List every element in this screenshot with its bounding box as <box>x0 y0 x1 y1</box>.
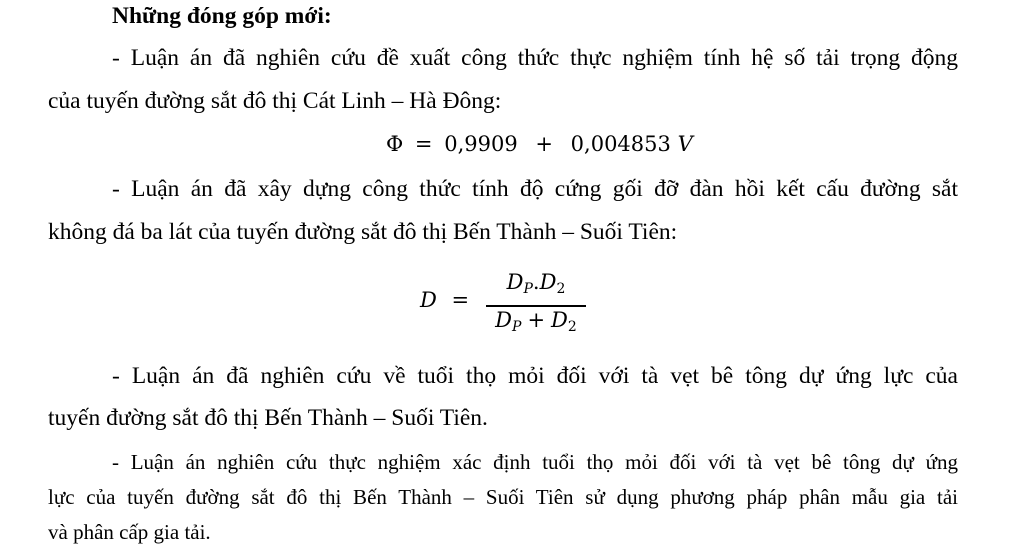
paragraph-4-line-1: - Luận án nghiên cứu thực nghiệm xác định tuổi thọ mỏi đối với tà vẹt bê tông dự ứng <box>112 450 958 474</box>
paragraph-2-line-2: không đá ba lát của tuyến đường sắt đô thị Bến Thành – Suối Tiên: <box>48 219 678 245</box>
paragraph-4-line-2: lực của tuyến đường sắt đô thị Bến Thành – Suối Tiên sử dụng phương pháp phân mẫu gia tải <box>48 485 958 509</box>
equation-phi-constant: 0,9909 <box>444 132 518 156</box>
denominator-plus: + <box>527 308 546 332</box>
equation-phi-coefficient: 0,004853 <box>570 132 671 156</box>
equation-d-lhs: D <box>420 288 437 312</box>
numerator-d-p: D <box>506 270 524 294</box>
equation-phi-equals: = <box>414 132 433 156</box>
equation-phi-variable: V <box>677 132 693 156</box>
paragraph-2-line-1: - Luận án đã xây dựng công thức tính độ cứng gối đỡ đàn hồi kết cấu đường sắt <box>112 176 958 202</box>
paragraph-1-line-1: - Luận án đã nghiên cứu đề xuất công thức thực nghiệm tính hệ số tải trọng động <box>112 45 958 71</box>
denominator-d-p: D <box>495 308 513 332</box>
paragraph-4-line-3: và phân cấp gia tải. <box>48 520 211 544</box>
denominator-sub-p: P <box>512 319 522 335</box>
fraction-bar <box>486 305 586 307</box>
equation-d-left <box>420 288 469 312</box>
numerator-d-2: D <box>539 270 557 294</box>
denominator-sub-2: 2 <box>567 319 577 335</box>
equation-phi-lhs: Φ <box>386 132 404 156</box>
paragraph-1-line-2: của tuyến đường sắt đô thị Cát Linh – Hà Đông: <box>48 88 502 114</box>
paragraph-3-line-2: tuyến đường sắt đô thị Bến Thành – Suối Tiên. <box>48 405 488 431</box>
equation-phi-plus: + <box>535 132 553 156</box>
equation-d-equals: = <box>451 288 470 312</box>
numerator-dot: . <box>532 270 540 294</box>
equation-phi <box>386 132 693 156</box>
equation-d-numerator <box>486 270 586 297</box>
section-heading: Những đóng góp mới: <box>112 3 332 29</box>
denominator-d-2: D <box>551 308 568 332</box>
numerator-sub-p: P <box>523 281 533 297</box>
numerator-sub-2: 2 <box>556 281 566 297</box>
paragraph-3-line-1: - Luận án đã nghiên cứu về tuổi thọ mỏi đối với tà vẹt bê tông dự ứng lực của <box>112 363 958 389</box>
equation-d-denominator <box>486 308 586 335</box>
